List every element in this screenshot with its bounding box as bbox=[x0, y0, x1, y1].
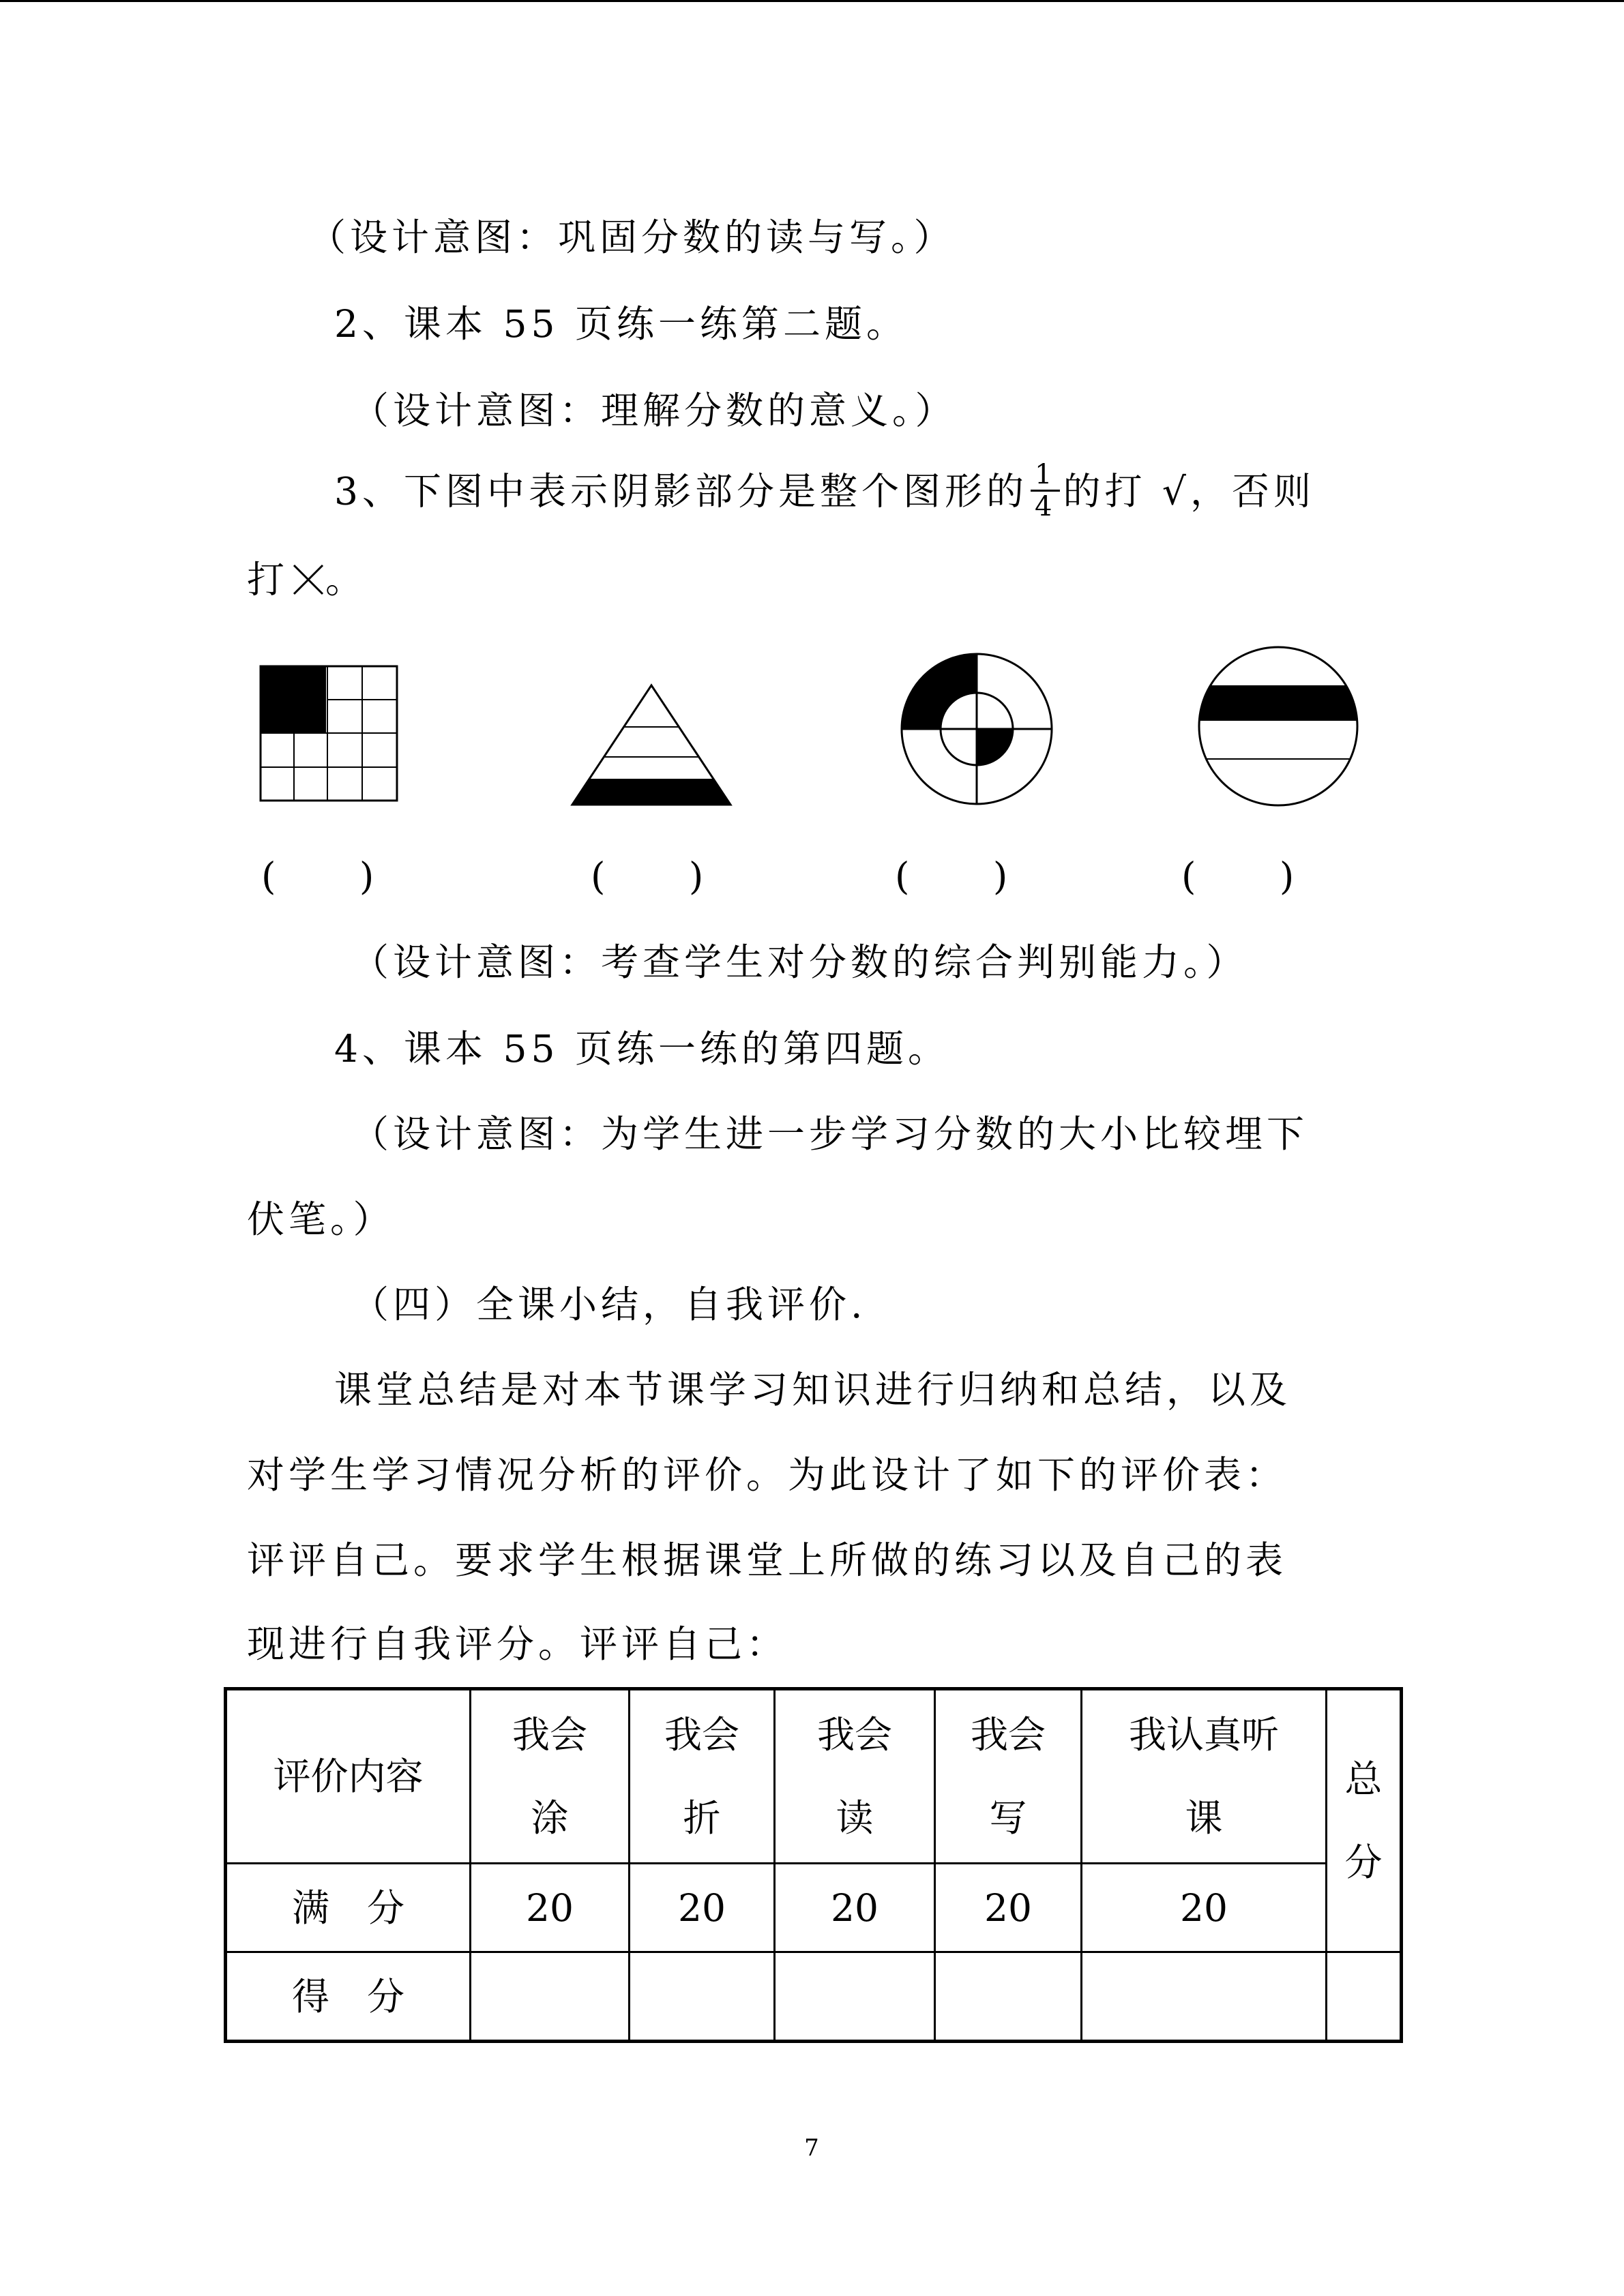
header-can-fold-line2: 折 bbox=[683, 1796, 721, 1840]
grid-shaded-block bbox=[261, 666, 326, 732]
banded-circle-figure bbox=[1196, 644, 1360, 808]
answer-blank-2[interactable]: ( ) bbox=[591, 854, 704, 898]
header-can-fold bbox=[630, 1689, 775, 1864]
paragraph-summary-4: 现进行自我评分。评评自己： bbox=[247, 1622, 788, 1666]
header-can-read-line1: 我会 bbox=[816, 1713, 892, 1757]
header-listen-carefully bbox=[1082, 1689, 1327, 1864]
score-input-cell[interactable] bbox=[1082, 1952, 1327, 2042]
header-can-write bbox=[935, 1689, 1082, 1864]
header-can-write-line2: 写 bbox=[989, 1796, 1027, 1840]
answer-blank-4[interactable]: ( ) bbox=[1181, 854, 1295, 898]
header-eval-content: 评价内容 bbox=[226, 1689, 471, 1864]
circle-shaded-band bbox=[1196, 685, 1360, 721]
table-row-full-score bbox=[226, 1864, 1402, 1952]
header-listen-line1: 我认真听 bbox=[1128, 1713, 1279, 1757]
paragraph-design-intent-1: （设计意图：巩固分数的读与写。） bbox=[308, 215, 956, 259]
header-can-read-line2: 读 bbox=[836, 1796, 874, 1840]
row-label-obtained-score: 得 分 bbox=[226, 1952, 471, 2042]
score-input-cell[interactable] bbox=[775, 1952, 935, 2042]
concentric-circle-figure bbox=[899, 651, 1054, 807]
answer-blank-1[interactable]: ( ) bbox=[261, 854, 374, 898]
paragraph-design-intent-4-cont: 伏笔。） bbox=[247, 1197, 395, 1241]
full-score-value: 20 bbox=[471, 1864, 630, 1952]
exercise-3-cont-text: 打 bbox=[247, 558, 289, 601]
exercise-3-text-before: 3、下图中表示阴影部分是整个图形的 bbox=[334, 469, 1028, 513]
triangle-figure bbox=[570, 682, 733, 808]
header-can-read bbox=[775, 1689, 935, 1864]
header-total-score bbox=[1327, 1689, 1402, 1952]
header-total-line2: 分 bbox=[1344, 1840, 1383, 1884]
header-listen-line2: 课 bbox=[1185, 1796, 1223, 1840]
paragraph-summary-2: 对学生学习情况分析的评价。为此设计了如下的评价表： bbox=[247, 1453, 1288, 1497]
paragraph-exercise-2: 2、课本 55 页练一练第二题。 bbox=[334, 302, 908, 346]
fraction-denominator: 4 bbox=[1035, 491, 1057, 522]
table-header-row bbox=[226, 1689, 1402, 1864]
paragraph-design-intent-2: （设计意图：理解分数的意义。） bbox=[351, 389, 957, 432]
paragraph-exercise-3-cont bbox=[247, 556, 367, 603]
self-evaluation-table bbox=[224, 1687, 1403, 2043]
paragraph-exercise-4: 4、课本 55 页练一练的第四题。 bbox=[334, 1027, 949, 1071]
score-input-cell[interactable] bbox=[471, 1952, 630, 2042]
header-can-fold-line1: 我会 bbox=[664, 1713, 739, 1757]
paragraph-design-intent-3: （设计意图：考查学生对分数的综合判别能力。） bbox=[351, 940, 1248, 984]
top-border-line bbox=[0, 0, 1624, 2]
paragraph-design-intent-4: （设计意图：为学生进一步学习分数的大小比较埋下 bbox=[351, 1112, 1309, 1156]
header-total-line1: 总 bbox=[1344, 1757, 1383, 1801]
paragraph-summary-1: 课堂总结是对本节课学习知识进行归纳和总结，以及 bbox=[334, 1368, 1292, 1412]
full-score-value: 20 bbox=[775, 1864, 935, 1952]
table-row-obtained-score bbox=[226, 1952, 1402, 2042]
header-can-paint bbox=[471, 1689, 630, 1864]
paragraph-exercise-3 bbox=[334, 459, 1315, 526]
score-input-cell[interactable] bbox=[935, 1952, 1082, 2042]
row-label-full-score: 满 分 bbox=[226, 1864, 471, 1952]
total-score-input-cell[interactable] bbox=[1327, 1952, 1402, 2042]
full-score-value: 20 bbox=[935, 1864, 1082, 1952]
grid-square-figure bbox=[259, 665, 400, 803]
score-input-cell[interactable] bbox=[630, 1952, 775, 2042]
paragraph-summary-3: 评评自己。要求学生根据课堂上所做的练习以及自己的表 bbox=[247, 1538, 1288, 1582]
fraction-numerator: 1 bbox=[1031, 460, 1060, 492]
exercise-3-cont-end: 。 bbox=[325, 558, 368, 601]
full-score-value: 20 bbox=[630, 1864, 775, 1952]
header-can-paint-line1: 我会 bbox=[512, 1713, 587, 1757]
header-can-write-line1: 我会 bbox=[970, 1713, 1046, 1757]
header-can-paint-line2: 涂 bbox=[531, 1796, 569, 1840]
section-heading-summary: （四）全课小结，自我评价. bbox=[351, 1283, 867, 1326]
fraction-one-quarter bbox=[1031, 460, 1060, 522]
cross-mark-icon bbox=[291, 563, 325, 597]
triangle-shaded-band bbox=[572, 779, 730, 805]
answer-blank-3[interactable]: ( ) bbox=[895, 854, 1008, 898]
full-score-value: 20 bbox=[1082, 1864, 1327, 1952]
page-number: 7 bbox=[804, 2134, 819, 2162]
exercise-3-text-after: 的打 √，否则 bbox=[1063, 469, 1315, 513]
